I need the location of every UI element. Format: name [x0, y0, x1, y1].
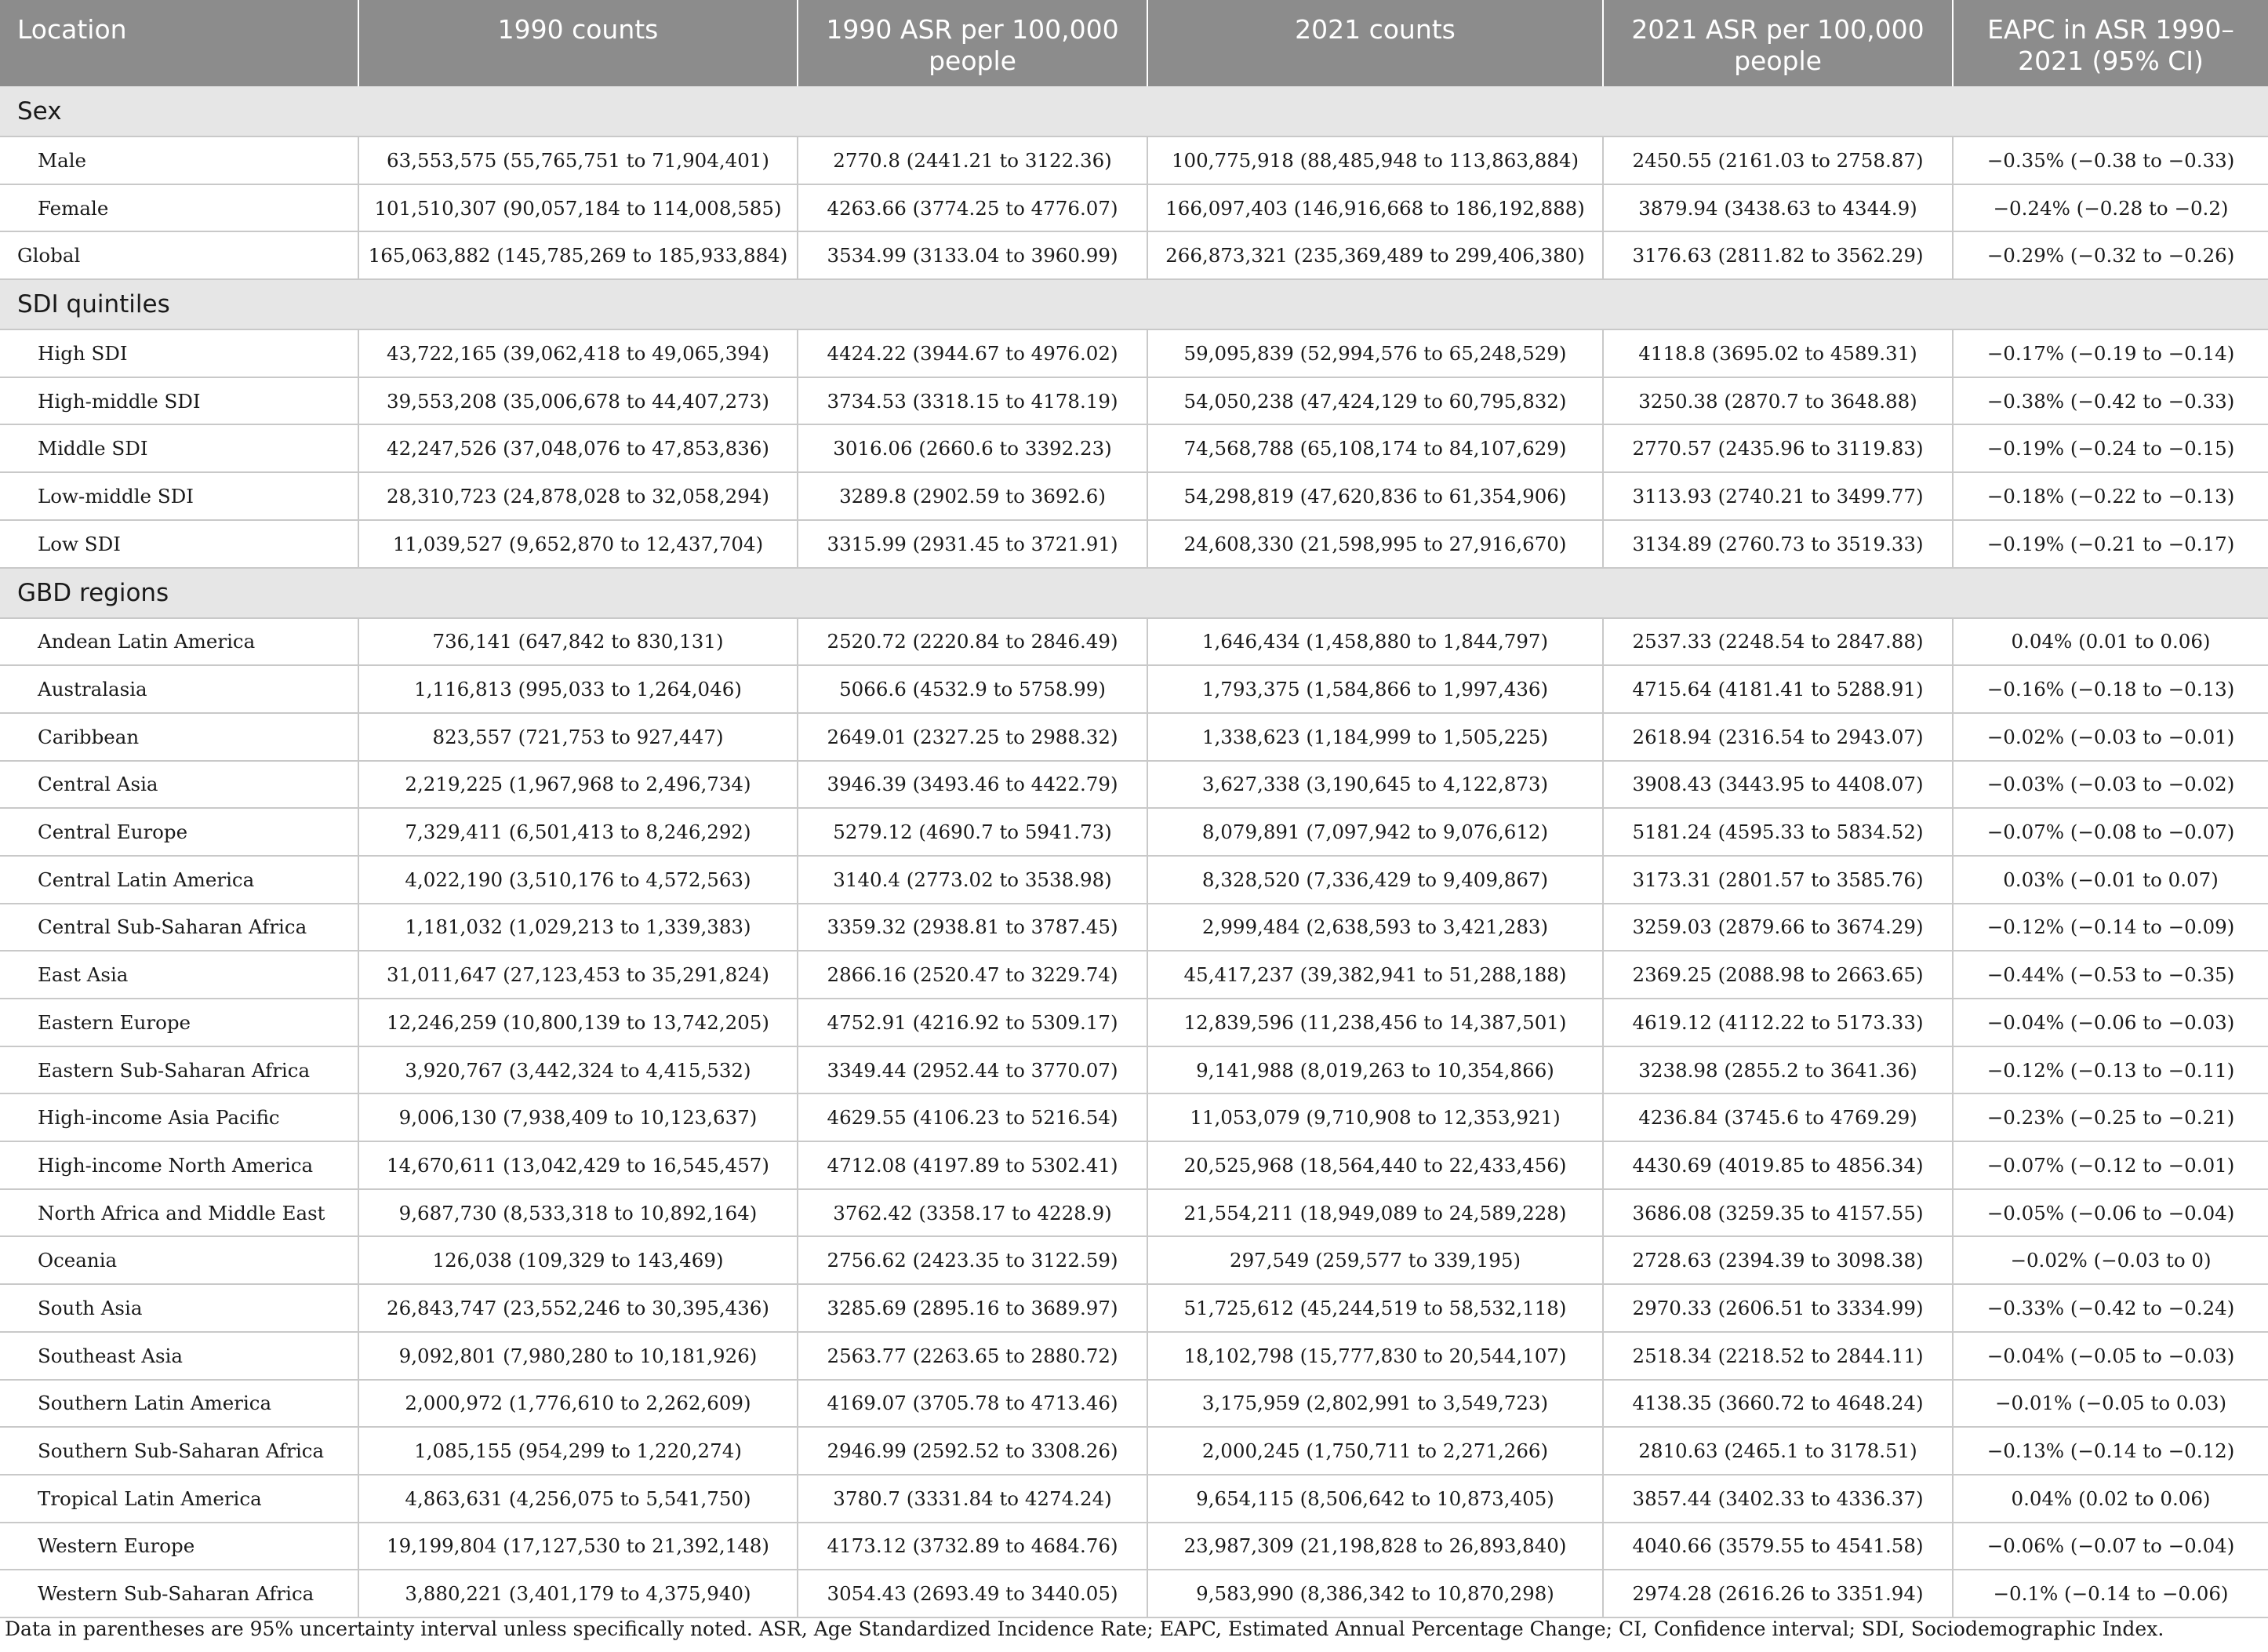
value-cell-asr2021: 4138.35 (3660.72 to 4648.24): [1603, 1380, 1953, 1428]
value-cell-c2021: 24,608,330 (21,598,995 to 27,916,670): [1147, 520, 1603, 568]
value-cell-eapc: −0.04% (−0.06 to −0.03): [1953, 999, 2268, 1046]
table-row: [0, 951, 2268, 999]
location-cell: Male: [0, 136, 358, 184]
value-cell-eapc: −0.44% (−0.53 to −0.35): [1953, 951, 2268, 999]
value-cell-c2021: 3,175,959 (2,802,991 to 3,549,723): [1147, 1380, 1603, 1428]
value-cell-c1990: 2,219,225 (1,967,968 to 2,496,734): [358, 761, 798, 809]
value-cell-asr2021: 2537.33 (2248.54 to 2847.88): [1603, 618, 1953, 666]
value-cell-c2021: 1,793,375 (1,584,866 to 1,997,436): [1147, 665, 1603, 713]
location-cell: South Asia: [0, 1284, 358, 1332]
value-cell-asr2021: 2618.94 (2316.54 to 2943.07): [1603, 713, 1953, 761]
value-cell-asr1990: 3359.32 (2938.81 to 3787.45): [798, 904, 1147, 952]
value-cell-eapc: −0.02% (−0.03 to −0.01): [1953, 713, 2268, 761]
table-body: [0, 86, 2268, 1617]
table-row: [0, 1332, 2268, 1380]
value-cell-c2021: 266,873,321 (235,369,489 to 299,406,380): [1147, 231, 1603, 279]
value-cell-asr1990: 3054.43 (2693.49 to 3440.05): [798, 1570, 1147, 1617]
table-row: [0, 1189, 2268, 1237]
value-cell-c2021: 3,627,338 (3,190,645 to 4,122,873): [1147, 761, 1603, 809]
value-cell-asr1990: 3349.44 (2952.44 to 3770.07): [798, 1046, 1147, 1094]
value-cell-asr2021: 4715.64 (4181.41 to 5288.91): [1603, 665, 1953, 713]
section-row: [0, 279, 2268, 329]
location-cell: Western Europe: [0, 1523, 358, 1570]
section-row: [0, 86, 2268, 136]
value-cell-eapc: −0.29% (−0.32 to −0.26): [1953, 231, 2268, 279]
value-cell-asr1990: 3762.42 (3358.17 to 4228.9): [798, 1189, 1147, 1237]
value-cell-c2021: 1,338,623 (1,184,999 to 1,505,225): [1147, 713, 1603, 761]
value-cell-asr2021: 2369.25 (2088.98 to 2663.65): [1603, 951, 1953, 999]
value-cell-c1990: 4,863,631 (4,256,075 to 5,541,750): [358, 1475, 798, 1523]
value-cell-eapc: −0.07% (−0.08 to −0.07): [1953, 808, 2268, 856]
value-cell-c2021: 18,102,798 (15,777,830 to 20,544,107): [1147, 1332, 1603, 1380]
value-cell-asr1990: 3016.06 (2660.6 to 3392.23): [798, 424, 1147, 472]
value-cell-c1990: 31,011,647 (27,123,453 to 35,291,824): [358, 951, 798, 999]
location-cell: Southern Sub-Saharan Africa: [0, 1427, 358, 1475]
value-cell-asr2021: 3686.08 (3259.35 to 4157.55): [1603, 1189, 1953, 1237]
location-cell: East Asia: [0, 951, 358, 999]
value-cell-asr2021: 3176.63 (2811.82 to 3562.29): [1603, 231, 1953, 279]
value-cell-c2021: 166,097,403 (146,916,668 to 186,192,888): [1147, 184, 1603, 232]
value-cell-asr2021: 2518.34 (2218.52 to 2844.11): [1603, 1332, 1953, 1380]
value-cell-asr2021: 4619.12 (4112.22 to 5173.33): [1603, 999, 1953, 1046]
value-cell-c1990: 3,880,221 (3,401,179 to 4,375,940): [358, 1570, 798, 1617]
value-cell-c1990: 42,247,526 (37,048,076 to 47,853,836): [358, 424, 798, 472]
value-cell-asr2021: 2970.33 (2606.51 to 3334.99): [1603, 1284, 1953, 1332]
location-cell: High SDI: [0, 329, 358, 377]
value-cell-c1990: 1,181,032 (1,029,213 to 1,339,383): [358, 904, 798, 952]
value-cell-c1990: 101,510,307 (90,057,184 to 114,008,585): [358, 184, 798, 232]
location-cell: Western Sub-Saharan Africa: [0, 1570, 358, 1617]
value-cell-eapc: −0.35% (−0.38 to −0.33): [1953, 136, 2268, 184]
value-cell-asr1990: 4712.08 (4197.89 to 5302.41): [798, 1141, 1147, 1189]
value-cell-eapc: −0.06% (−0.07 to −0.04): [1953, 1523, 2268, 1570]
value-cell-eapc: 0.04% (0.01 to 0.06): [1953, 618, 2268, 666]
table-row: [0, 1570, 2268, 1617]
table-row: [0, 424, 2268, 472]
section-title: GBD regions: [0, 568, 2268, 618]
value-cell-asr2021: 3250.38 (2870.7 to 3648.88): [1603, 377, 1953, 425]
value-cell-eapc: −0.01% (−0.05 to 0.03): [1953, 1380, 2268, 1428]
table-row: [0, 856, 2268, 904]
table-row: [0, 520, 2268, 568]
value-cell-eapc: −0.19% (−0.21 to −0.17): [1953, 520, 2268, 568]
table-row: [0, 231, 2268, 279]
value-cell-c1990: 126,038 (109,329 to 143,469): [358, 1236, 798, 1284]
table-row: [0, 472, 2268, 520]
value-cell-c2021: 9,583,990 (8,386,342 to 10,870,298): [1147, 1570, 1603, 1617]
value-cell-c2021: 59,095,839 (52,994,576 to 65,248,529): [1147, 329, 1603, 377]
value-cell-eapc: −0.19% (−0.24 to −0.15): [1953, 424, 2268, 472]
location-cell: Southern Latin America: [0, 1380, 358, 1428]
table-row: [0, 1427, 2268, 1475]
location-cell: Caribbean: [0, 713, 358, 761]
location-cell: Central Latin America: [0, 856, 358, 904]
value-cell-eapc: −0.02% (−0.03 to 0): [1953, 1236, 2268, 1284]
value-cell-c1990: 19,199,804 (17,127,530 to 21,392,148): [358, 1523, 798, 1570]
value-cell-asr1990: 2520.72 (2220.84 to 2846.49): [798, 618, 1147, 666]
value-cell-c1990: 3,920,767 (3,442,324 to 4,415,532): [358, 1046, 798, 1094]
value-cell-eapc: −0.04% (−0.05 to −0.03): [1953, 1332, 2268, 1380]
column-header: 2021 counts: [1147, 0, 1603, 86]
location-cell: Eastern Sub-Saharan Africa: [0, 1046, 358, 1094]
section-title: SDI quintiles: [0, 279, 2268, 329]
table-row: [0, 184, 2268, 232]
value-cell-eapc: −0.24% (−0.28 to −0.2): [1953, 184, 2268, 232]
value-cell-asr1990: 3780.7 (3331.84 to 4274.24): [798, 1475, 1147, 1523]
value-cell-c1990: 823,557 (721,753 to 927,447): [358, 713, 798, 761]
column-header: Location: [0, 0, 358, 86]
location-cell: Global: [0, 231, 358, 279]
value-cell-c2021: 12,839,596 (11,238,456 to 14,387,501): [1147, 999, 1603, 1046]
location-cell: Central Europe: [0, 808, 358, 856]
value-cell-asr2021: 3908.43 (3443.95 to 4408.07): [1603, 761, 1953, 809]
value-cell-asr1990: 3289.8 (2902.59 to 3692.6): [798, 472, 1147, 520]
value-cell-c2021: 100,775,918 (88,485,948 to 113,863,884): [1147, 136, 1603, 184]
value-cell-c2021: 21,554,211 (18,949,089 to 24,589,228): [1147, 1189, 1603, 1237]
table-row: [0, 329, 2268, 377]
table-row: [0, 377, 2268, 425]
value-cell-eapc: −0.12% (−0.14 to −0.09): [1953, 904, 2268, 952]
value-cell-asr1990: 3140.4 (2773.02 to 3538.98): [798, 856, 1147, 904]
value-cell-asr1990: 3734.53 (3318.15 to 4178.19): [798, 377, 1147, 425]
table-row: [0, 1141, 2268, 1189]
location-cell: Andean Latin America: [0, 618, 358, 666]
value-cell-c2021: 23,987,309 (21,198,828 to 26,893,840): [1147, 1523, 1603, 1570]
table-row: [0, 999, 2268, 1046]
value-cell-c2021: 45,417,237 (39,382,941 to 51,288,188): [1147, 951, 1603, 999]
value-cell-c2021: 54,298,819 (47,620,836 to 61,354,906): [1147, 472, 1603, 520]
section-row: [0, 568, 2268, 618]
value-cell-c1990: 39,553,208 (35,006,678 to 44,407,273): [358, 377, 798, 425]
table-row: [0, 1380, 2268, 1428]
table-row: [0, 761, 2268, 809]
value-cell-asr1990: 4424.22 (3944.67 to 4976.02): [798, 329, 1147, 377]
value-cell-asr2021: 3113.93 (2740.21 to 3499.77): [1603, 472, 1953, 520]
value-cell-asr2021: 4236.84 (3745.6 to 4769.29): [1603, 1093, 1953, 1141]
value-cell-asr2021: 2770.57 (2435.96 to 3119.83): [1603, 424, 1953, 472]
table-row: [0, 1475, 2268, 1523]
table-row: [0, 618, 2268, 666]
value-cell-c1990: 26,843,747 (23,552,246 to 30,395,436): [358, 1284, 798, 1332]
value-cell-asr1990: 4169.07 (3705.78 to 4713.46): [798, 1380, 1147, 1428]
value-cell-c1990: 11,039,527 (9,652,870 to 12,437,704): [358, 520, 798, 568]
value-cell-asr1990: 4752.91 (4216.92 to 5309.17): [798, 999, 1147, 1046]
value-cell-asr2021: 4040.66 (3579.55 to 4541.58): [1603, 1523, 1953, 1570]
location-cell: Central Asia: [0, 761, 358, 809]
value-cell-asr1990: 3534.99 (3133.04 to 3960.99): [798, 231, 1147, 279]
value-cell-eapc: −0.18% (−0.22 to −0.13): [1953, 472, 2268, 520]
location-cell: Oceania: [0, 1236, 358, 1284]
value-cell-eapc: −0.17% (−0.19 to −0.14): [1953, 329, 2268, 377]
location-cell: High-income North America: [0, 1141, 358, 1189]
table-row: [0, 665, 2268, 713]
value-cell-eapc: −0.23% (−0.25 to −0.21): [1953, 1093, 2268, 1141]
location-cell: Middle SDI: [0, 424, 358, 472]
table-row: [0, 136, 2268, 184]
value-cell-c2021: 2,999,484 (2,638,593 to 3,421,283): [1147, 904, 1603, 952]
value-cell-asr1990: 2866.16 (2520.47 to 3229.74): [798, 951, 1147, 999]
table-row: [0, 1523, 2268, 1570]
value-cell-asr2021: 3173.31 (2801.57 to 3585.76): [1603, 856, 1953, 904]
value-cell-c2021: 11,053,079 (9,710,908 to 12,353,921): [1147, 1093, 1603, 1141]
value-cell-c1990: 12,246,259 (10,800,139 to 13,742,205): [358, 999, 798, 1046]
location-cell: Central Sub-Saharan Africa: [0, 904, 358, 952]
value-cell-c2021: 74,568,788 (65,108,174 to 84,107,629): [1147, 424, 1603, 472]
value-cell-c1990: 7,329,411 (6,501,413 to 8,246,292): [358, 808, 798, 856]
value-cell-asr2021: 5181.24 (4595.33 to 5834.52): [1603, 808, 1953, 856]
location-cell: Female: [0, 184, 358, 232]
value-cell-c2021: 54,050,238 (47,424,129 to 60,795,832): [1147, 377, 1603, 425]
table-footnote: Data in parentheses are 95% uncertainty interval unless specifically noted. ASR, Age Standardized Incidence Rate; EAPC, Estimated Annual Percentage Change; CI, Confidence interval; SDI, Sociodemographic Index.: [5, 1617, 2164, 1640]
column-header: EAPC in ASR 1990–2021 (95% CI): [1953, 0, 2268, 86]
value-cell-eapc: −0.1% (−0.14 to −0.06): [1953, 1570, 2268, 1617]
value-cell-c2021: 9,654,115 (8,506,642 to 10,873,405): [1147, 1475, 1603, 1523]
table-row: [0, 1046, 2268, 1094]
value-cell-eapc: −0.05% (−0.06 to −0.04): [1953, 1189, 2268, 1237]
value-cell-c1990: 1,116,813 (995,033 to 1,264,046): [358, 665, 798, 713]
value-cell-c2021: 9,141,988 (8,019,263 to 10,354,866): [1147, 1046, 1603, 1094]
value-cell-c2021: 2,000,245 (1,750,711 to 2,271,266): [1147, 1427, 1603, 1475]
value-cell-eapc: −0.03% (−0.03 to −0.02): [1953, 761, 2268, 809]
value-cell-c1990: 4,022,190 (3,510,176 to 4,572,563): [358, 856, 798, 904]
value-cell-c2021: 8,079,891 (7,097,942 to 9,076,612): [1147, 808, 1603, 856]
value-cell-eapc: −0.07% (−0.12 to −0.01): [1953, 1141, 2268, 1189]
value-cell-c1990: 63,553,575 (55,765,751 to 71,904,401): [358, 136, 798, 184]
section-title: Sex: [0, 86, 2268, 136]
value-cell-eapc: 0.03% (−0.01 to 0.07): [1953, 856, 2268, 904]
value-cell-c1990: 9,687,730 (8,533,318 to 10,892,164): [358, 1189, 798, 1237]
location-cell: Low SDI: [0, 520, 358, 568]
value-cell-c1990: 9,092,801 (7,980,280 to 10,181,926): [358, 1332, 798, 1380]
column-header: 2021 ASR per 100,000 people: [1603, 0, 1953, 86]
location-cell: Tropical Latin America: [0, 1475, 358, 1523]
value-cell-c1990: 736,141 (647,842 to 830,131): [358, 618, 798, 666]
value-cell-c1990: 2,000,972 (1,776,610 to 2,262,609): [358, 1380, 798, 1428]
value-cell-asr2021: 2974.28 (2616.26 to 3351.94): [1603, 1570, 1953, 1617]
value-cell-asr2021: 3134.89 (2760.73 to 3519.33): [1603, 520, 1953, 568]
value-cell-asr2021: 3879.94 (3438.63 to 4344.9): [1603, 184, 1953, 232]
table-row: [0, 713, 2268, 761]
table-row: [0, 808, 2268, 856]
value-cell-asr1990: 2563.77 (2263.65 to 2880.72): [798, 1332, 1147, 1380]
value-cell-eapc: −0.16% (−0.18 to −0.13): [1953, 665, 2268, 713]
value-cell-asr1990: 2946.99 (2592.52 to 3308.26): [798, 1427, 1147, 1475]
location-cell: High-middle SDI: [0, 377, 358, 425]
column-header: 1990 ASR per 100,000 people: [798, 0, 1147, 86]
location-cell: Eastern Europe: [0, 999, 358, 1046]
value-cell-asr1990: 4263.66 (3774.25 to 4776.07): [798, 184, 1147, 232]
location-cell: Southeast Asia: [0, 1332, 358, 1380]
value-cell-c1990: 14,670,611 (13,042,429 to 16,545,457): [358, 1141, 798, 1189]
value-cell-asr1990: 3285.69 (2895.16 to 3689.97): [798, 1284, 1147, 1332]
location-cell: North Africa and Middle East: [0, 1189, 358, 1237]
value-cell-asr2021: 4118.8 (3695.02 to 4589.31): [1603, 329, 1953, 377]
value-cell-asr1990: 5066.6 (4532.9 to 5758.99): [798, 665, 1147, 713]
value-cell-c1990: 9,006,130 (7,938,409 to 10,123,637): [358, 1093, 798, 1141]
value-cell-eapc: −0.38% (−0.42 to −0.33): [1953, 377, 2268, 425]
value-cell-asr1990: 4629.55 (4106.23 to 5216.54): [798, 1093, 1147, 1141]
location-cell: Low-middle SDI: [0, 472, 358, 520]
header-row: [0, 0, 2268, 86]
location-cell: High-income Asia Pacific: [0, 1093, 358, 1141]
value-cell-eapc: −0.13% (−0.14 to −0.12): [1953, 1427, 2268, 1475]
value-cell-c2021: 297,549 (259,577 to 339,195): [1147, 1236, 1603, 1284]
value-cell-c2021: 1,646,434 (1,458,880 to 1,844,797): [1147, 618, 1603, 666]
value-cell-asr1990: 2756.62 (2423.35 to 3122.59): [798, 1236, 1147, 1284]
value-cell-asr2021: 3238.98 (2855.2 to 3641.36): [1603, 1046, 1953, 1094]
value-cell-asr1990: 3946.39 (3493.46 to 4422.79): [798, 761, 1147, 809]
table-row: [0, 1093, 2268, 1141]
value-cell-c1990: 43,722,165 (39,062,418 to 49,065,394): [358, 329, 798, 377]
table-row: [0, 1236, 2268, 1284]
value-cell-eapc: −0.12% (−0.13 to −0.11): [1953, 1046, 2268, 1094]
value-cell-c1990: 165,063,882 (145,785,269 to 185,933,884): [358, 231, 798, 279]
value-cell-c1990: 28,310,723 (24,878,028 to 32,058,294): [358, 472, 798, 520]
value-cell-eapc: 0.04% (0.02 to 0.06): [1953, 1475, 2268, 1523]
value-cell-asr1990: 2649.01 (2327.25 to 2988.32): [798, 713, 1147, 761]
value-cell-asr1990: 2770.8 (2441.21 to 3122.36): [798, 136, 1147, 184]
table-row: [0, 904, 2268, 952]
value-cell-eapc: −0.33% (−0.42 to −0.24): [1953, 1284, 2268, 1332]
value-cell-asr1990: 4173.12 (3732.89 to 4684.76): [798, 1523, 1147, 1570]
value-cell-asr2021: 2728.63 (2394.39 to 3098.38): [1603, 1236, 1953, 1284]
location-cell: Australasia: [0, 665, 358, 713]
value-cell-c1990: 1,085,155 (954,299 to 1,220,274): [358, 1427, 798, 1475]
value-cell-asr1990: 5279.12 (4690.7 to 5941.73): [798, 808, 1147, 856]
value-cell-asr2021: 3857.44 (3402.33 to 4336.37): [1603, 1475, 1953, 1523]
value-cell-asr2021: 3259.03 (2879.66 to 3674.29): [1603, 904, 1953, 952]
table-row: [0, 1284, 2268, 1332]
value-cell-c2021: 8,328,520 (7,336,429 to 9,409,867): [1147, 856, 1603, 904]
value-cell-asr1990: 3315.99 (2931.45 to 3721.91): [798, 520, 1147, 568]
value-cell-asr2021: 2810.63 (2465.1 to 3178.51): [1603, 1427, 1953, 1475]
value-cell-c2021: 20,525,968 (18,564,440 to 22,433,456): [1147, 1141, 1603, 1189]
value-cell-c2021: 51,725,612 (45,244,519 to 58,532,118): [1147, 1284, 1603, 1332]
value-cell-asr2021: 4430.69 (4019.85 to 4856.34): [1603, 1141, 1953, 1189]
value-cell-asr2021: 2450.55 (2161.03 to 2758.87): [1603, 136, 1953, 184]
column-header: 1990 counts: [358, 0, 798, 86]
